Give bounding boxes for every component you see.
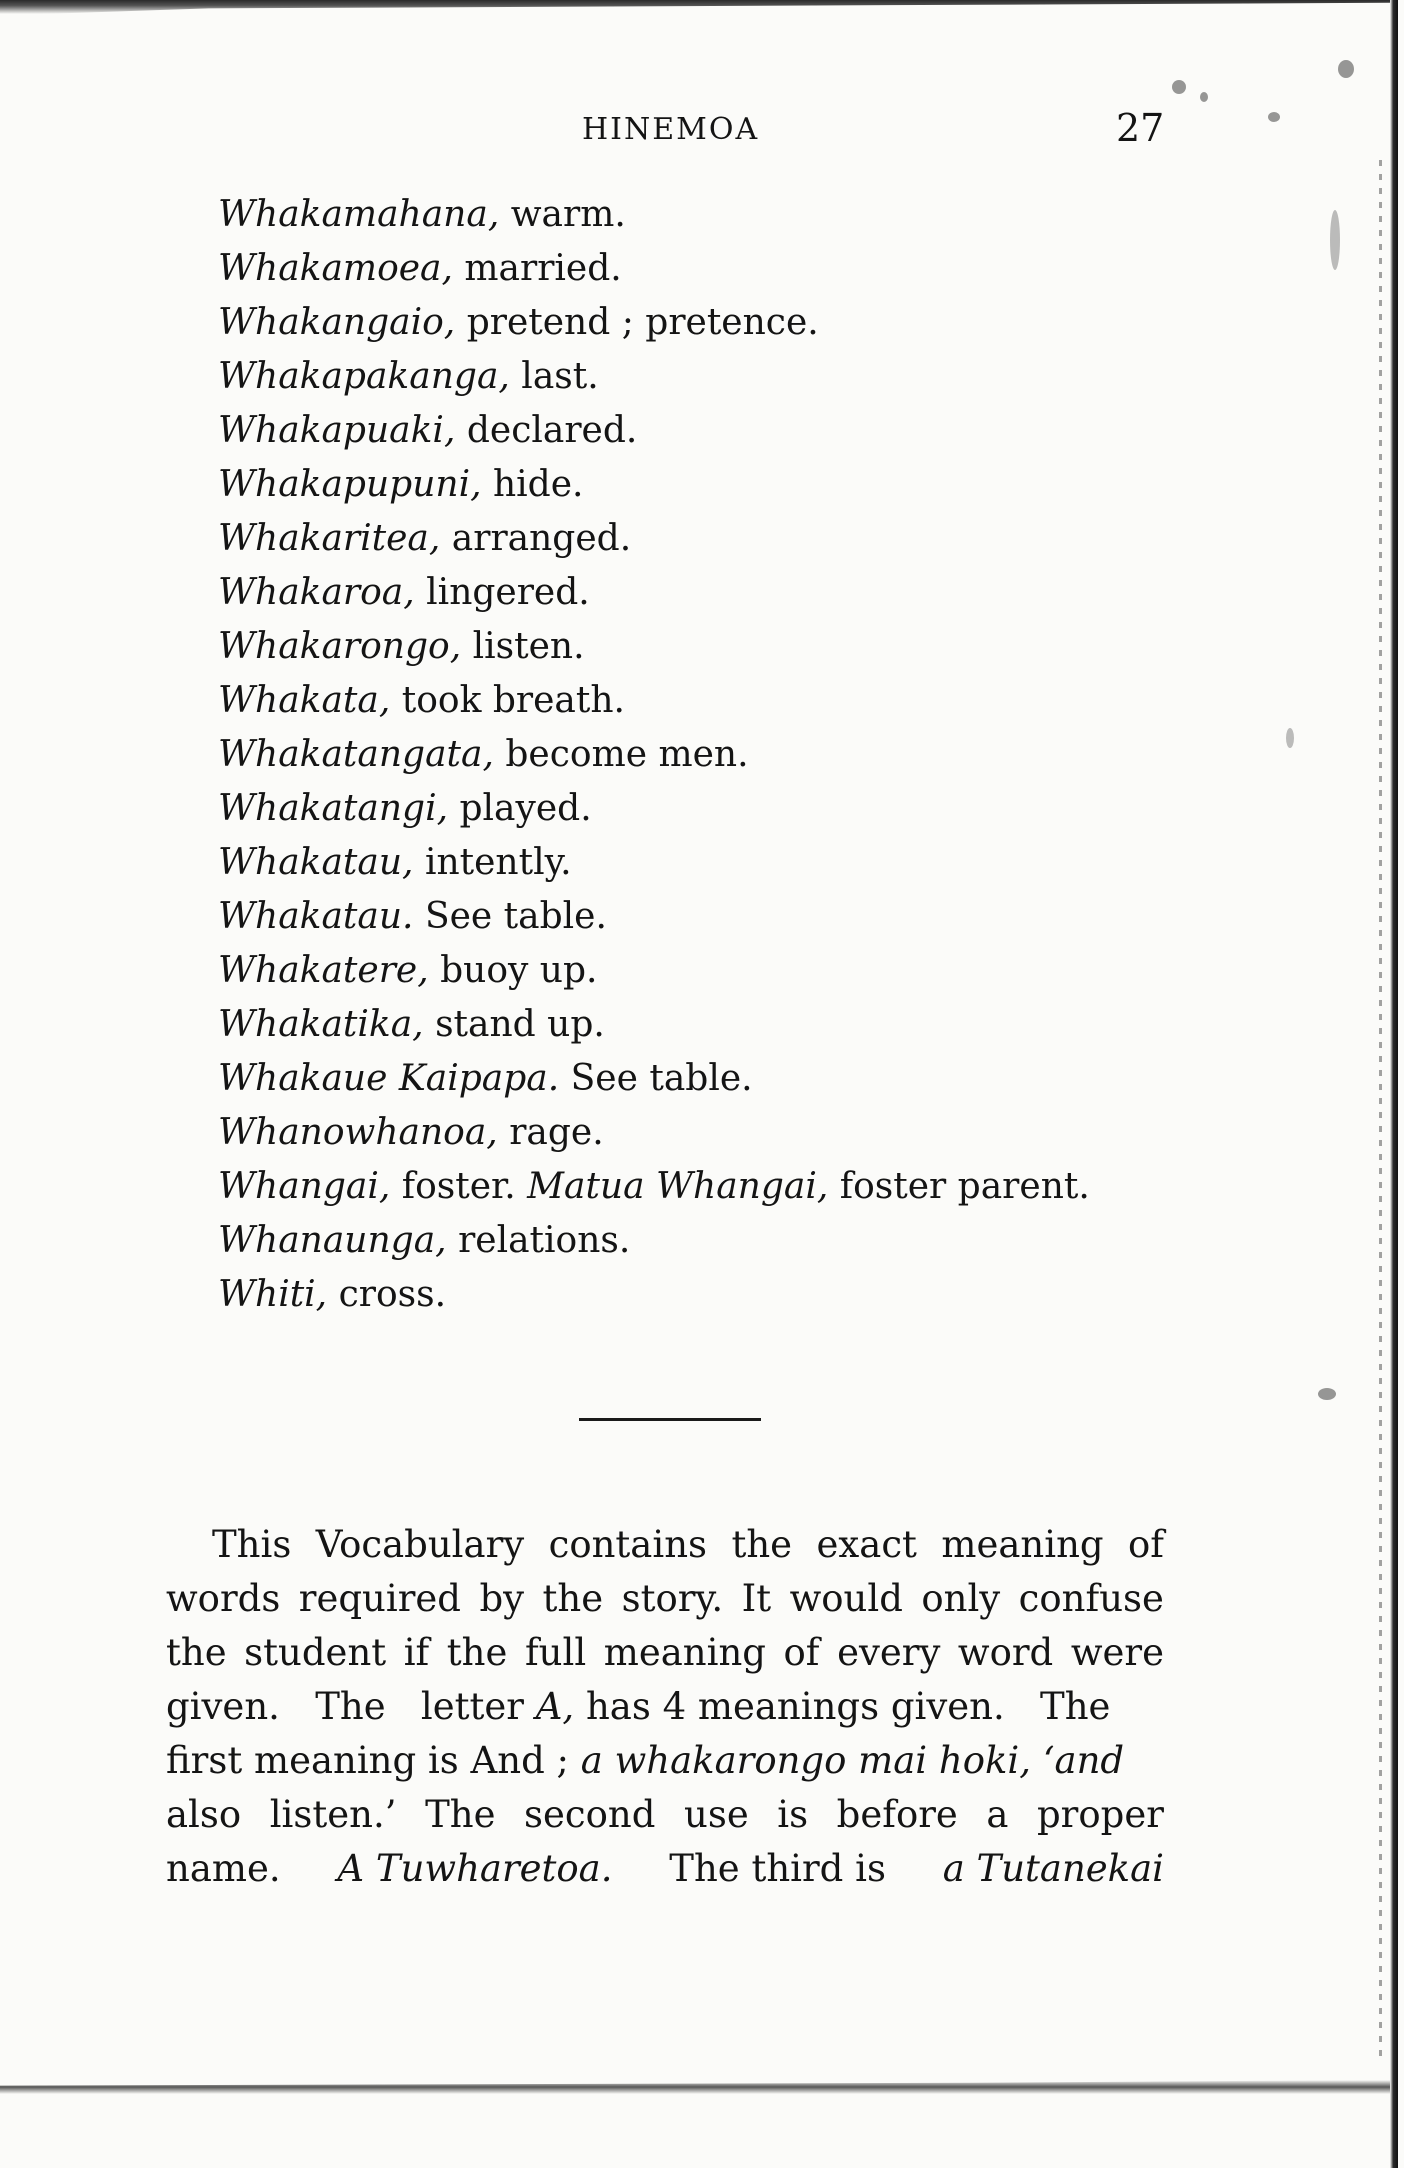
word: name. [166, 1847, 281, 1890]
vocab-entry [218, 674, 1090, 728]
vocab-entry [218, 728, 1090, 782]
maori-term: Whakatau, [218, 842, 414, 883]
paragraph-line [166, 1680, 1164, 1734]
maori-term: Whanowhanoa, [218, 1112, 498, 1153]
word: This [212, 1523, 292, 1566]
word: listen.’ [269, 1793, 397, 1836]
text-run: given. The letter [166, 1685, 536, 1728]
maori-term: Whakangaio, [218, 302, 456, 343]
word: proper [1037, 1793, 1164, 1836]
maori-term: Whakaritea, [218, 518, 441, 559]
maori-example: A Tuwharetoa. [337, 1847, 613, 1890]
text-run: The third is [669, 1847, 886, 1890]
scan-shadow-top [0, 0, 1390, 14]
maori-term: Whakapakanga, [218, 356, 510, 397]
maori-term: Whiti, [218, 1274, 328, 1315]
english-gloss: hide. [481, 464, 584, 505]
word: use [684, 1793, 749, 1836]
text-run: has 4 meanings given. The [574, 1685, 1111, 1728]
vocab-entry [218, 350, 1090, 404]
word: were [1070, 1631, 1164, 1674]
paragraph-line [166, 1518, 1164, 1572]
running-title: HINEMOA [582, 112, 760, 147]
english-gloss: took breath. [390, 680, 625, 721]
vocab-entry [218, 1106, 1090, 1160]
english-gloss: lingered. [414, 572, 590, 613]
word: words [166, 1577, 281, 1620]
scan-speck [1338, 60, 1354, 78]
paragraph-line [166, 1788, 1164, 1842]
word: before [836, 1793, 958, 1836]
vocab-entry [218, 944, 1090, 998]
scan-speck [1330, 210, 1340, 270]
word: exact [816, 1523, 917, 1566]
maori-term: Whanaunga, [218, 1220, 447, 1261]
word: required [298, 1577, 461, 1620]
scan-speck [1172, 80, 1186, 94]
paragraph-line [166, 1734, 1164, 1788]
maori-term: Whangai, [218, 1166, 391, 1207]
running-head [0, 106, 1404, 150]
english-gloss: played. [448, 788, 592, 829]
vocab-entry [218, 566, 1090, 620]
word: story. [621, 1577, 724, 1620]
maori-term: Whakatangata, [218, 734, 494, 775]
vocab-entry [218, 836, 1090, 890]
word: every [837, 1631, 941, 1674]
maori-term: Whakatere, [218, 950, 429, 991]
english-gloss: rage. [497, 1112, 604, 1153]
vocab-entry [218, 1268, 1090, 1322]
maori-quotation: a whakarongo mai hoki, ‘and [580, 1739, 1125, 1782]
scan-shadow-right [1390, 0, 1398, 2168]
english-gloss: See table. [559, 1058, 753, 1099]
english-gloss: pretend ; pretence. [455, 302, 819, 343]
word: Vocabulary [315, 1523, 525, 1566]
english-gloss: arranged. [440, 518, 632, 559]
vocab-entry [218, 998, 1090, 1052]
maori-example: a Tutanekai [942, 1847, 1164, 1890]
vocab-entry [218, 890, 1090, 944]
word: word [957, 1631, 1054, 1674]
word: the [166, 1631, 227, 1674]
word: confuse [1018, 1577, 1164, 1620]
word: meaning [941, 1523, 1104, 1566]
word: is [777, 1793, 809, 1836]
word: student [244, 1631, 387, 1674]
word: of [1128, 1523, 1164, 1566]
maori-term: Whakamahana, [218, 194, 500, 235]
vocab-entry [218, 296, 1090, 350]
english-gloss-secondary: foster parent. [828, 1166, 1090, 1207]
maori-term: Whakamoea, [218, 248, 453, 289]
word: only [921, 1577, 1001, 1620]
vocab-entry [218, 1214, 1090, 1268]
word: the [446, 1631, 508, 1674]
vocabulary-note-paragraph [166, 1518, 1164, 1896]
word: if [403, 1631, 430, 1674]
italic-letter: A, [535, 1685, 575, 1728]
section-divider [579, 1418, 761, 1421]
english-gloss: intently. [413, 842, 572, 883]
vocab-entry [218, 782, 1090, 836]
maori-term: Whakatika, [218, 1004, 424, 1045]
english-gloss: warm. [499, 194, 626, 235]
vocab-entry [218, 188, 1090, 242]
word: by [479, 1577, 525, 1620]
scan-shadow-bottom [0, 2080, 1390, 2094]
word: would [789, 1577, 903, 1620]
word: of [783, 1631, 820, 1674]
scan-speck [1318, 1388, 1336, 1400]
english-gloss: become men. [493, 734, 749, 775]
maori-term: Whakata, [218, 680, 391, 721]
english-gloss: married. [452, 248, 622, 289]
english-gloss: listen. [461, 626, 585, 667]
word: The [425, 1793, 496, 1836]
word: the [542, 1577, 604, 1620]
maori-term: Whakaue Kaipapa. [218, 1058, 560, 1099]
word: the [731, 1523, 793, 1566]
english-gloss: declared. [455, 410, 638, 451]
vocab-entry [218, 1052, 1090, 1106]
english-gloss: cross. [327, 1274, 447, 1315]
maori-term: Whakapuaki, [218, 410, 456, 451]
scan-binding-noise [1379, 160, 1382, 2060]
vocab-entry [218, 242, 1090, 296]
maori-term: Whakatangi, [218, 788, 449, 829]
scan-speck [1200, 92, 1208, 102]
vocab-entry [218, 620, 1090, 674]
text-run: first meaning is And ; [166, 1739, 581, 1782]
paragraph-line [166, 1626, 1164, 1680]
vocab-entry [218, 458, 1090, 512]
vocab-entry [218, 512, 1090, 566]
scan-speck [1286, 728, 1294, 748]
vocab-entry [218, 404, 1090, 458]
paragraph-line [166, 1572, 1164, 1626]
maori-term: Whakatau. [218, 896, 414, 937]
word: meaning [603, 1631, 766, 1674]
maori-term-secondary: Matua Whangai, [527, 1166, 829, 1207]
maori-term: Whakarongo, [218, 626, 462, 667]
vocab-entry [218, 1160, 1090, 1214]
maori-term: Whakaroa, [218, 572, 415, 613]
word: also [166, 1793, 242, 1836]
word: second [524, 1793, 656, 1836]
english-gloss: buoy up. [428, 950, 598, 991]
word: a [986, 1793, 1009, 1836]
maori-term: Whakapupuni, [218, 464, 482, 505]
english-gloss: stand up. [423, 1004, 605, 1045]
word: It [741, 1577, 772, 1620]
english-gloss: relations. [446, 1220, 631, 1261]
paragraph-line [166, 1842, 1164, 1896]
word: contains [548, 1523, 708, 1566]
english-gloss: See table. [413, 896, 607, 937]
page-number: 27 [1116, 106, 1165, 150]
english-gloss: last. [509, 356, 599, 397]
english-gloss: foster. [390, 1166, 528, 1207]
word: full [524, 1631, 587, 1674]
vocabulary-list [218, 188, 1090, 1322]
